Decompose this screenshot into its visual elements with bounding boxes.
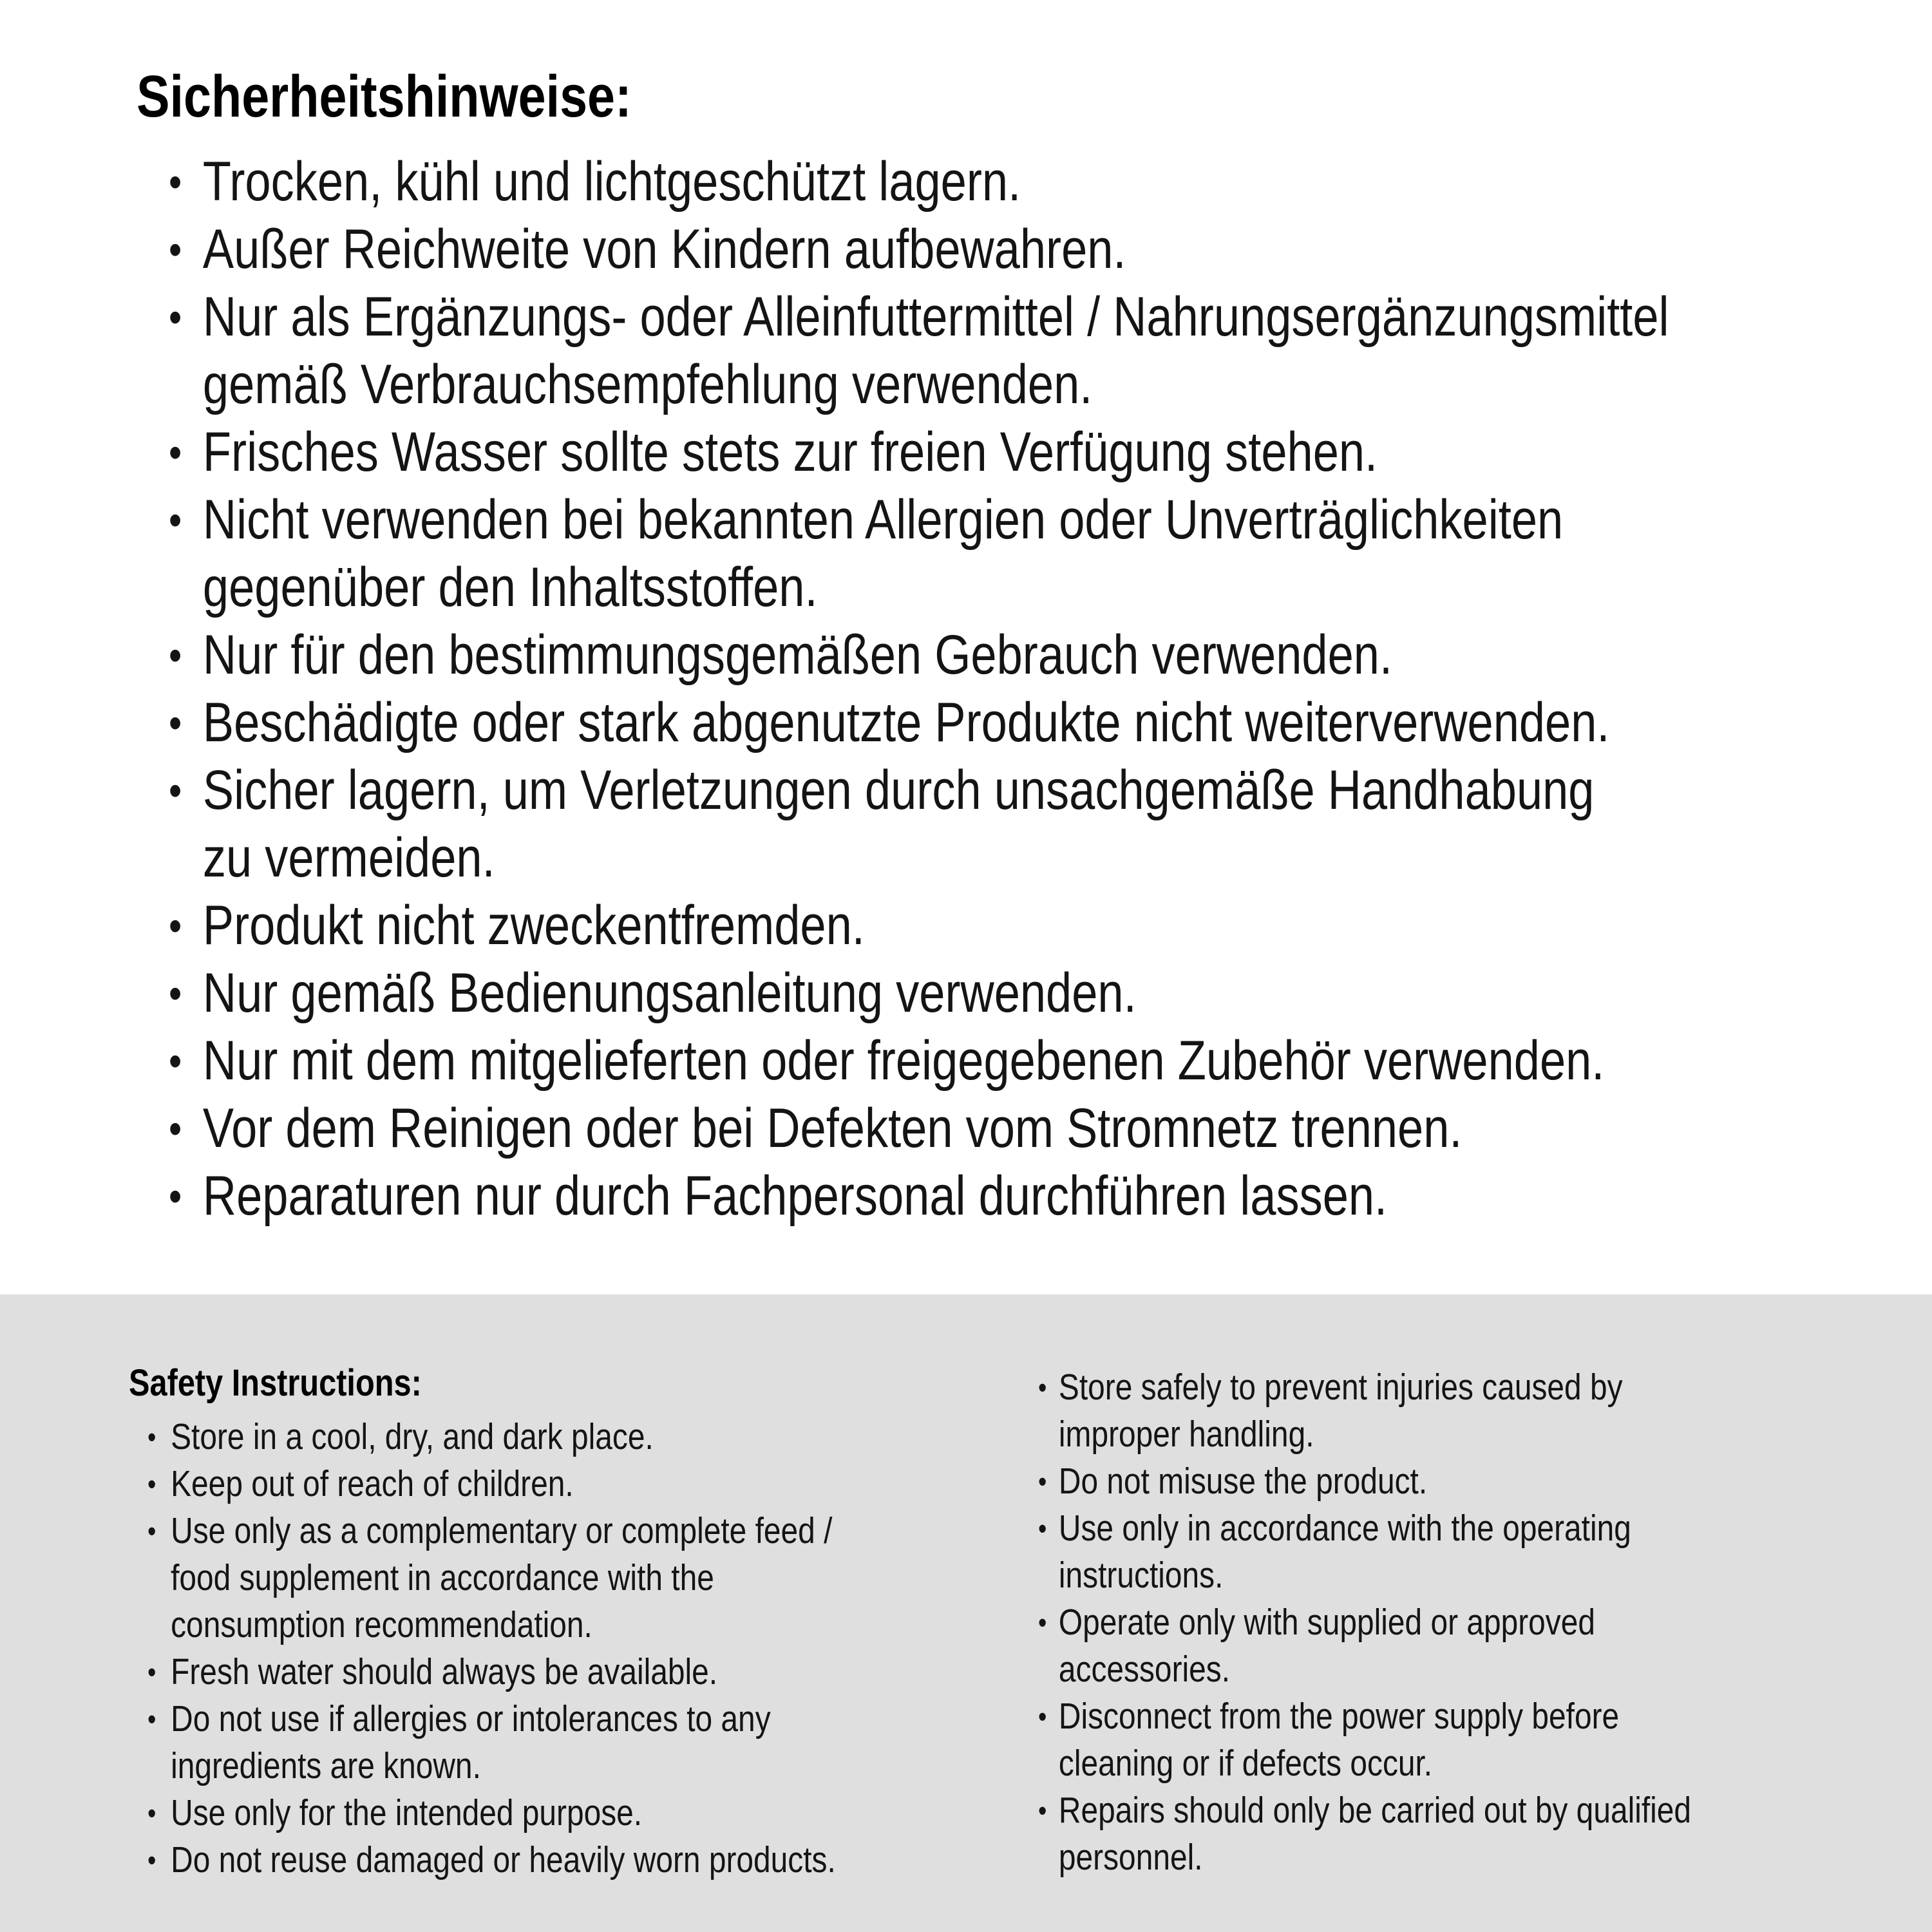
german-bullet-text: Trocken, kühl und lichtgeschützt lagern.: [202, 151, 1021, 213]
english-bullet-text: consumption recommendation.: [171, 1604, 592, 1645]
english-left-bullet-list: [147, 1414, 836, 1884]
german-bullet-line: [169, 216, 1669, 283]
german-bullet-line: [169, 757, 1669, 824]
german-bullet-text: gegenüber den Inhaltsstoffen.: [202, 556, 818, 618]
english-bullet-line: [1038, 1458, 1691, 1505]
english-right-column: [1038, 1364, 1815, 1881]
english-bullet-text: Store safely to prevent injuries caused by: [1058, 1367, 1623, 1408]
german-bullet-line: [169, 960, 1669, 1027]
english-bullet-text: Do not use if allergies or intolerances to any: [171, 1698, 771, 1739]
english-bullet-text: accessories.: [1058, 1649, 1231, 1690]
bullet-icon: •: [169, 1104, 182, 1153]
english-bullet-text: improper handling.: [1058, 1414, 1314, 1455]
bullet-icon: •: [169, 766, 182, 815]
english-bullet-line: [1038, 1411, 1691, 1458]
bullet-icon: •: [169, 495, 182, 545]
german-bullet-line: [169, 892, 1669, 960]
german-bullet-text: Beschädigte oder stark abgenutzte Produkte nicht weiterverwenden.: [202, 692, 1610, 753]
bullet-icon: •: [169, 630, 182, 680]
bullet-icon: •: [147, 1468, 156, 1501]
bullet-icon: •: [169, 428, 182, 477]
english-bullet-line: [147, 1414, 836, 1461]
english-bullet-line: [147, 1508, 836, 1555]
german-bullet-text: Nicht verwenden bei bekannten Allergien oder Unverträglichkeiten: [202, 489, 1564, 551]
english-bullet-line: [1038, 1740, 1691, 1787]
english-bullet-line: [147, 1555, 836, 1602]
german-bullet-line: [169, 1095, 1669, 1162]
english-bullet-line: [147, 1461, 836, 1508]
german-bullet-text: Nur mit dem mitgelieferten oder freigegebenen Zubehör verwenden.: [202, 1030, 1605, 1092]
bullet-icon: •: [169, 901, 182, 951]
german-bullet-text: zu vermeiden.: [202, 827, 495, 889]
bullet-icon: •: [169, 1036, 182, 1086]
english-bullet-text: Store in a cool, dry, and dark place.: [171, 1416, 654, 1457]
german-bullet-line: [169, 1162, 1669, 1230]
bullet-icon: •: [169, 1171, 182, 1221]
bullet-icon: •: [1038, 1371, 1047, 1404]
german-bullet-text: Nur für den bestimmungsgemäßen Gebrauch verwenden.: [202, 624, 1393, 686]
english-bullet-line: [1038, 1834, 1691, 1881]
english-bullet-line: [147, 1837, 836, 1884]
bullet-icon: •: [1038, 1512, 1047, 1545]
bullet-icon: •: [169, 225, 182, 274]
bullet-icon: •: [169, 292, 182, 342]
german-bullet-text: gemäß Verbrauchsempfehlung verwenden.: [202, 354, 1093, 415]
german-bullet-line: [169, 689, 1669, 757]
german-bullet-line: [169, 283, 1669, 351]
english-bullet-text: Do not reuse damaged or heavily worn products.: [171, 1839, 836, 1880]
english-bullet-line: [1038, 1505, 1691, 1552]
english-bullet-line: [147, 1696, 836, 1743]
english-bullet-line: [1038, 1693, 1691, 1740]
german-bullet-text: Reparaturen nur durch Fachpersonal durchführen lassen.: [202, 1165, 1388, 1227]
german-bullet-line: [169, 148, 1669, 216]
bullet-icon: •: [147, 1515, 156, 1548]
bullet-icon: •: [147, 1656, 156, 1689]
english-bullet-text: food supplement in accordance with the: [171, 1557, 714, 1598]
german-heading: Sicherheitshinweise:: [137, 64, 632, 129]
english-right-bullet-list: [1038, 1364, 1691, 1881]
german-bullet-line: [169, 419, 1669, 486]
english-bullet-line: [147, 1649, 836, 1696]
bullet-icon: •: [1038, 1794, 1047, 1827]
english-bullet-line: [1038, 1552, 1691, 1599]
english-bullet-text: personnel.: [1058, 1837, 1203, 1878]
german-bullet-text: Vor dem Reinigen oder bei Defekten vom Stromnetz trennen.: [202, 1097, 1463, 1159]
english-bullet-line: [1038, 1364, 1691, 1411]
english-bullet-text: Do not misuse the product.: [1058, 1461, 1428, 1502]
german-bullet-text: Nur gemäß Bedienungsanleitung verwenden.: [202, 962, 1137, 1024]
bullet-icon: •: [147, 1703, 156, 1736]
bullet-icon: •: [1038, 1465, 1047, 1498]
english-bullet-line: [1038, 1787, 1691, 1834]
english-bullet-text: Fresh water should always be available.: [171, 1651, 718, 1692]
bullet-icon: •: [1038, 1606, 1047, 1639]
english-bullet-text: cleaning or if defects occur.: [1058, 1743, 1433, 1784]
english-left-column: [129, 1352, 967, 1884]
english-bullet-line: [147, 1743, 836, 1790]
english-bullet-text: Keep out of reach of children.: [171, 1463, 574, 1504]
german-bullet-line: [169, 554, 1669, 621]
german-bullet-list: [169, 148, 1669, 1230]
german-bullet-line: [169, 486, 1669, 554]
german-bullet-line: [169, 351, 1669, 419]
english-bullet-text: Use only as a complementary or complete feed /: [171, 1510, 833, 1551]
english-bullet-text: Use only for the intended purpose.: [171, 1792, 643, 1833]
bullet-icon: •: [1038, 1700, 1047, 1733]
german-bullet-text: Nur als Ergänzungs- oder Alleinfuttermittel / Nahrungsergänzungsmittel: [202, 286, 1669, 348]
german-bullet-line: [169, 1027, 1669, 1095]
english-bullet-line: [147, 1602, 836, 1649]
german-bullet-line: [169, 621, 1669, 689]
bullet-icon: •: [169, 157, 182, 207]
german-bullet-text: Frisches Wasser sollte stets zur freien Verfügung stehen.: [202, 421, 1378, 483]
english-bullet-line: [1038, 1599, 1691, 1646]
english-bullet-text: Operate only with supplied or approved: [1058, 1602, 1596, 1643]
english-bullet-text: instructions.: [1058, 1555, 1224, 1596]
bullet-icon: •: [147, 1797, 156, 1830]
german-bullet-text: Produkt nicht zweckentfremden.: [202, 895, 865, 956]
german-bullet-text: Sicher lagern, um Verletzungen durch unsachgemäße Handhabung: [202, 759, 1595, 821]
english-bullet-line: [147, 1790, 836, 1837]
english-bullet-line: [1038, 1646, 1691, 1693]
english-bullet-text: Use only in accordance with the operating: [1058, 1508, 1631, 1549]
bullet-icon: •: [147, 1421, 156, 1454]
english-bullet-text: Disconnect from the power supply before: [1058, 1696, 1620, 1737]
bullet-icon: •: [169, 969, 182, 1018]
german-bullet-text: Außer Reichweite von Kindern aufbewahren.: [202, 218, 1126, 280]
english-bullet-text: Repairs should only be carried out by qualified: [1058, 1790, 1692, 1831]
german-bullet-line: [169, 824, 1669, 892]
english-bullet-text: ingredients are known.: [171, 1745, 481, 1786]
english-heading: Safety Instructions:: [129, 1362, 422, 1404]
bullet-icon: •: [169, 698, 182, 748]
bullet-icon: •: [147, 1844, 156, 1877]
